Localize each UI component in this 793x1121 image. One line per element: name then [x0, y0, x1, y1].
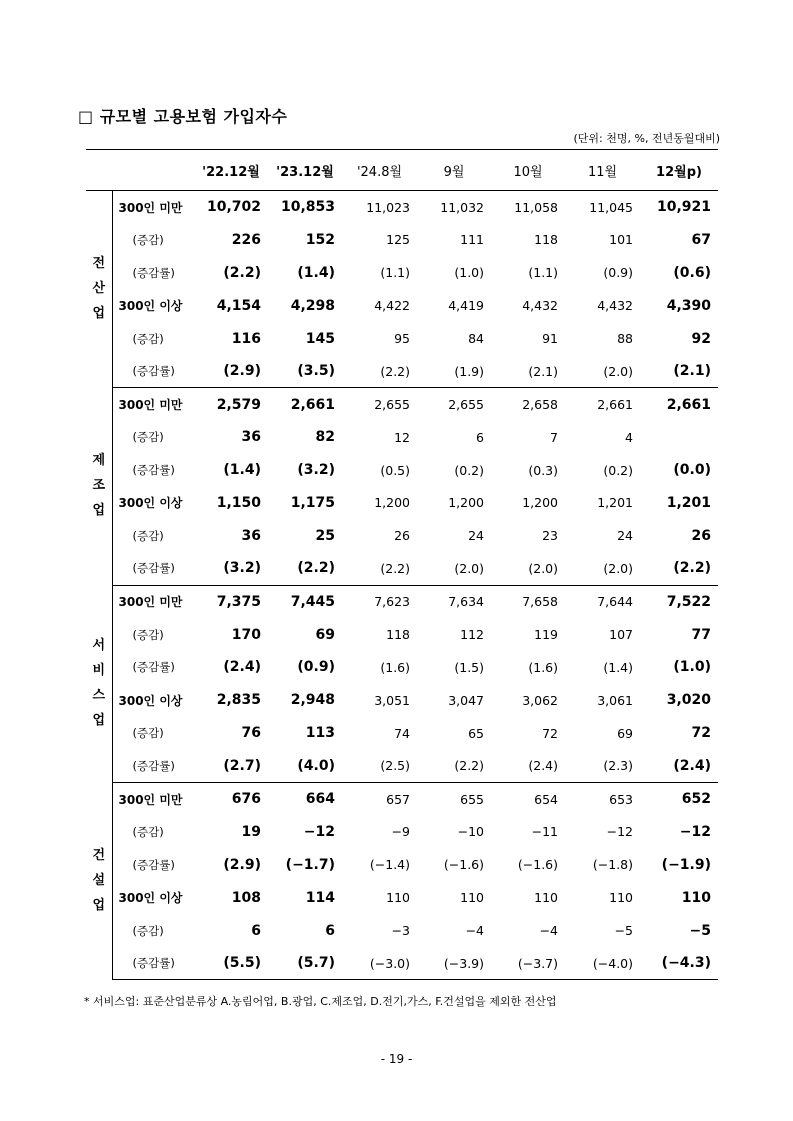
- table-cell: 74: [394, 725, 410, 741]
- table-cell: 226: [231, 231, 261, 248]
- table-row: [86, 914, 718, 947]
- table-cell: (5.7): [268, 947, 342, 980]
- table-cell: 7,644: [597, 594, 633, 610]
- table-cell: 10,921: [656, 199, 711, 216]
- table-row: [86, 519, 718, 552]
- table-row: [86, 223, 718, 256]
- table-cell: (2.9): [223, 856, 261, 873]
- page-title: □ 규모별 고용보험 가입자수: [78, 107, 288, 126]
- row-label: (증감률): [112, 355, 194, 388]
- table-cell: 664: [305, 791, 335, 808]
- table-cell: [640, 421, 718, 454]
- table-cell: (2.2): [223, 264, 261, 281]
- table-row: [86, 651, 718, 684]
- table-cell: 7,634: [448, 594, 484, 610]
- table-row: [86, 454, 718, 487]
- table-cell: 88: [617, 331, 633, 346]
- table-cell: (2.1): [640, 355, 718, 388]
- table-cell: (2.5): [342, 750, 417, 783]
- table-cell: 108: [231, 889, 261, 906]
- table-cell: (1.1): [528, 265, 558, 281]
- table-cell: (1.4): [603, 659, 633, 675]
- footnote: * 서비스업: 표준산업분류상 A.농림어업, B.광업, C.제조업, D.전기,가스, F.건설업을 제외한 전산업: [84, 995, 557, 1008]
- table-cell: (4.0): [268, 750, 342, 783]
- table-row: [86, 618, 718, 651]
- col-header: 10월: [491, 150, 565, 191]
- table-row: [86, 355, 718, 388]
- table-cell: −5: [689, 922, 711, 939]
- table-cell: 25: [315, 527, 335, 544]
- table-row: [86, 881, 718, 914]
- table-cell: 7,623: [374, 594, 410, 610]
- table-cell: 67: [691, 231, 711, 248]
- table-cell: (2.2): [342, 355, 417, 388]
- table-cell: 23: [542, 528, 558, 544]
- table-cell: 116: [231, 330, 261, 347]
- table-cell: (−1.6): [517, 857, 558, 873]
- table-cell: 3,062: [522, 692, 558, 708]
- table-cell: 170: [231, 626, 261, 643]
- table-row: [86, 487, 718, 520]
- table-cell: (−4.3): [640, 947, 718, 980]
- table-cell: (2.0): [565, 552, 640, 585]
- header-corner: [86, 150, 194, 191]
- table-cell: 72: [691, 725, 711, 742]
- table-row: [86, 191, 718, 224]
- row-label: 300인 이상: [118, 693, 183, 708]
- table-cell: 69: [617, 725, 633, 741]
- row-label: (증감률): [112, 552, 194, 585]
- table-cell: (2.4): [223, 659, 261, 676]
- table-cell: (0.9): [603, 265, 633, 281]
- table-row: [86, 322, 718, 355]
- table-row: [86, 783, 718, 816]
- row-label: 300인 미만: [118, 398, 183, 413]
- table-row: [86, 684, 718, 717]
- col-header: 11월: [565, 150, 640, 191]
- table-cell: (1.4): [297, 264, 335, 281]
- table-cell: 11,058: [514, 199, 558, 215]
- table-cell: −12: [303, 823, 335, 840]
- table-row: [86, 289, 718, 322]
- table-cell: (0.9): [297, 659, 335, 676]
- table-cell: (0.0): [673, 462, 711, 479]
- col-header: 9월: [417, 150, 491, 191]
- page-number: - 19 -: [380, 1052, 413, 1066]
- row-label: (증감): [132, 627, 164, 642]
- table-cell: 24: [468, 528, 484, 544]
- table-cell: (−1.9): [661, 856, 711, 873]
- table-cell: 36: [241, 527, 261, 544]
- table-cell: (5.5): [194, 947, 268, 980]
- table-cell: (3.5): [268, 355, 342, 388]
- row-label: (증감): [132, 726, 164, 741]
- table-cell: 82: [315, 429, 335, 446]
- table-cell: 3,047: [448, 692, 484, 708]
- table-cell: −12: [679, 823, 711, 840]
- table-cell: 4,154: [216, 297, 261, 314]
- col-header: '23.12월: [268, 150, 342, 191]
- table-row: [86, 585, 718, 618]
- row-label: (증감률): [132, 265, 175, 280]
- table-cell: (−3.9): [417, 947, 491, 980]
- table-cell: 7,445: [290, 593, 335, 610]
- table-cell: 3,051: [374, 692, 410, 708]
- sector-label: 서 비 스 업: [86, 585, 112, 782]
- unit-note: (단위: 천명, %, 전년동월대비): [573, 132, 720, 145]
- table-cell: (2.2): [417, 750, 491, 783]
- row-label: (증감률): [132, 463, 175, 478]
- table-cell: 1,200: [448, 495, 484, 511]
- table-cell: −3: [391, 923, 410, 939]
- table-cell: 11,032: [440, 199, 484, 215]
- table-cell: 3,020: [666, 692, 711, 709]
- table-cell: 145: [305, 330, 335, 347]
- table-cell: 4,298: [290, 297, 335, 314]
- row-label: (증감): [132, 923, 164, 938]
- table-cell: 2,658: [522, 397, 558, 413]
- table-cell: 107: [609, 627, 633, 643]
- sector-label: 건 설 업: [86, 783, 112, 980]
- sector-label: 제 조 업: [86, 388, 112, 585]
- table-cell: 92: [691, 330, 711, 347]
- row-label: 300인 미만: [118, 595, 183, 610]
- table-cell: 7,375: [216, 593, 261, 610]
- table-row: [86, 388, 718, 421]
- table-cell: (2.0): [417, 552, 491, 585]
- table-cell: 1,200: [522, 495, 558, 511]
- table-cell: 653: [609, 791, 633, 807]
- row-label: (증감률): [132, 660, 175, 675]
- table-cell: 110: [609, 890, 633, 906]
- table-cell: (1.4): [223, 462, 261, 479]
- table-cell: 652: [681, 791, 711, 808]
- table-cell: 11,045: [589, 199, 633, 215]
- table-cell: 26: [394, 528, 410, 544]
- table-cell: (−1.7): [285, 856, 335, 873]
- table-cell: 118: [386, 627, 410, 643]
- row-label: 300인 이상: [118, 496, 183, 511]
- header-row: [86, 150, 718, 191]
- table-cell: 4,390: [666, 297, 711, 314]
- table-cell: 11,023: [366, 199, 410, 215]
- table-cell: (0.6): [673, 264, 711, 281]
- table-cell: 114: [305, 889, 335, 906]
- table-row: [86, 750, 718, 783]
- row-label: 300인 이상: [118, 299, 183, 314]
- table-cell: (2.7): [194, 750, 268, 783]
- table-cell: 113: [305, 725, 335, 742]
- table-cell: 6: [325, 922, 335, 939]
- table-row: [86, 947, 718, 980]
- table-cell: (2.3): [565, 750, 640, 783]
- table-cell: 65: [468, 725, 484, 741]
- table-cell: 84: [468, 331, 484, 346]
- table-cell: (2.2): [268, 552, 342, 585]
- row-label: (증감): [132, 430, 164, 445]
- table-cell: 77: [691, 626, 711, 643]
- table-cell: (1.5): [454, 659, 484, 675]
- table-cell: (0.2): [454, 462, 484, 478]
- table-cell: −9: [391, 824, 410, 840]
- table-cell: 118: [534, 232, 558, 248]
- table-cell: (2.9): [194, 355, 268, 388]
- table-row: [86, 717, 718, 750]
- insurance-table: [86, 149, 718, 980]
- table-cell: 7,522: [666, 593, 711, 610]
- table-cell: (0.2): [603, 462, 633, 478]
- table-cell: 72: [542, 725, 558, 741]
- table-cell: (2.4): [640, 750, 718, 783]
- table-cell: (−1.8): [592, 857, 633, 873]
- table-cell: (1.1): [380, 265, 410, 281]
- table-cell: 2,655: [448, 397, 484, 413]
- row-label: 300인 미만: [118, 200, 183, 215]
- table-cell: −11: [531, 824, 558, 840]
- sector-label: 전 산 업: [86, 191, 112, 388]
- row-label: (증감): [132, 528, 164, 543]
- table-cell: 4,432: [597, 298, 633, 314]
- table-cell: 2,579: [216, 396, 261, 413]
- col-header: '24.8월: [342, 150, 417, 191]
- table-cell: 112: [460, 627, 484, 643]
- table-cell: 95: [394, 331, 410, 346]
- table-cell: (2.0): [491, 552, 565, 585]
- table-cell: 6: [251, 922, 261, 939]
- table-cell: 676: [231, 791, 261, 808]
- table-cell: 654: [534, 791, 558, 807]
- table-cell: (1.6): [380, 659, 410, 675]
- table-cell: 101: [609, 232, 633, 248]
- table-cell: 2,655: [374, 397, 410, 413]
- row-label: (증감): [132, 331, 164, 346]
- table-cell: 110: [534, 890, 558, 906]
- table-cell: (2.1): [491, 355, 565, 388]
- table-cell: 125: [386, 232, 410, 248]
- table-cell: 12: [394, 429, 410, 445]
- table-cell: 3,061: [597, 692, 633, 708]
- table-cell: 2,661: [597, 397, 633, 413]
- table-row: [86, 421, 718, 454]
- row-label: (증감): [132, 232, 164, 247]
- table-cell: 2,948: [290, 692, 335, 709]
- table-cell: −4: [465, 923, 484, 939]
- table-cell: 110: [460, 890, 484, 906]
- table-cell: 4,422: [374, 298, 410, 314]
- table-cell: −10: [457, 824, 484, 840]
- table-cell: 36: [241, 429, 261, 446]
- table-cell: 7,658: [522, 594, 558, 610]
- table-cell: −4: [539, 923, 558, 939]
- table-cell: 110: [681, 889, 711, 906]
- row-label: (증감률): [112, 947, 194, 980]
- table-cell: (1.9): [417, 355, 491, 388]
- table-cell: 19: [241, 823, 261, 840]
- table-cell: (2.4): [491, 750, 565, 783]
- table-row: [86, 256, 718, 289]
- table-cell: 10,853: [280, 199, 335, 216]
- table-cell: 1,150: [216, 494, 261, 511]
- table-cell: 1,200: [374, 495, 410, 511]
- table-cell: (−3.7): [491, 947, 565, 980]
- table-cell: (−1.4): [369, 857, 410, 873]
- table-cell: −5: [614, 923, 633, 939]
- table-row: [86, 848, 718, 881]
- table-cell: (3.2): [194, 552, 268, 585]
- table-cell: (1.0): [673, 659, 711, 676]
- table-cell: 4: [625, 429, 633, 445]
- table-cell: (2.0): [565, 355, 640, 388]
- col-header: '22.12월: [194, 150, 268, 191]
- row-label: (증감률): [112, 750, 194, 783]
- row-label: 300인 이상: [118, 891, 183, 906]
- row-label: (증감): [132, 824, 164, 839]
- col-header: 12월p): [640, 150, 718, 191]
- table-cell: (2.2): [342, 552, 417, 585]
- table-cell: 2,661: [666, 396, 711, 413]
- table-cell: 91: [542, 331, 558, 346]
- table-cell: 119: [534, 627, 558, 643]
- row-label: 300인 미만: [118, 792, 183, 807]
- table-cell: (1.6): [528, 659, 558, 675]
- table-row: [86, 815, 718, 848]
- table-cell: 110: [386, 890, 410, 906]
- table-row: [86, 552, 718, 585]
- row-label: (증감률): [132, 857, 175, 872]
- table-cell: (−3.0): [342, 947, 417, 980]
- table-cell: 69: [315, 626, 335, 643]
- table-cell: (−1.6): [443, 857, 484, 873]
- table-cell: 6: [476, 429, 484, 445]
- table-cell: 2,835: [216, 692, 261, 709]
- table-cell: 1,175: [290, 494, 335, 511]
- table-cell: 7: [550, 429, 558, 445]
- table-cell: 24: [617, 528, 633, 544]
- table-cell: (−4.0): [565, 947, 640, 980]
- table-cell: 1,201: [597, 495, 633, 511]
- table-cell: 4,432: [522, 298, 558, 314]
- table-cell: (3.2): [297, 462, 335, 479]
- table-cell: (2.2): [640, 552, 718, 585]
- table-cell: 10,702: [206, 199, 261, 216]
- table-cell: 1,201: [666, 494, 711, 511]
- table-cell: 111: [460, 232, 484, 248]
- table-cell: (0.5): [380, 462, 410, 478]
- table-cell: 26: [691, 527, 711, 544]
- table-cell: 2,661: [290, 396, 335, 413]
- table-cell: 657: [386, 791, 410, 807]
- table-cell: −12: [606, 824, 633, 840]
- table-cell: 4,419: [448, 298, 484, 314]
- table-cell: 655: [460, 791, 484, 807]
- table-cell: (0.3): [528, 462, 558, 478]
- table-cell: 152: [305, 231, 335, 248]
- table-cell: 76: [241, 725, 261, 742]
- table-cell: (1.0): [454, 265, 484, 281]
